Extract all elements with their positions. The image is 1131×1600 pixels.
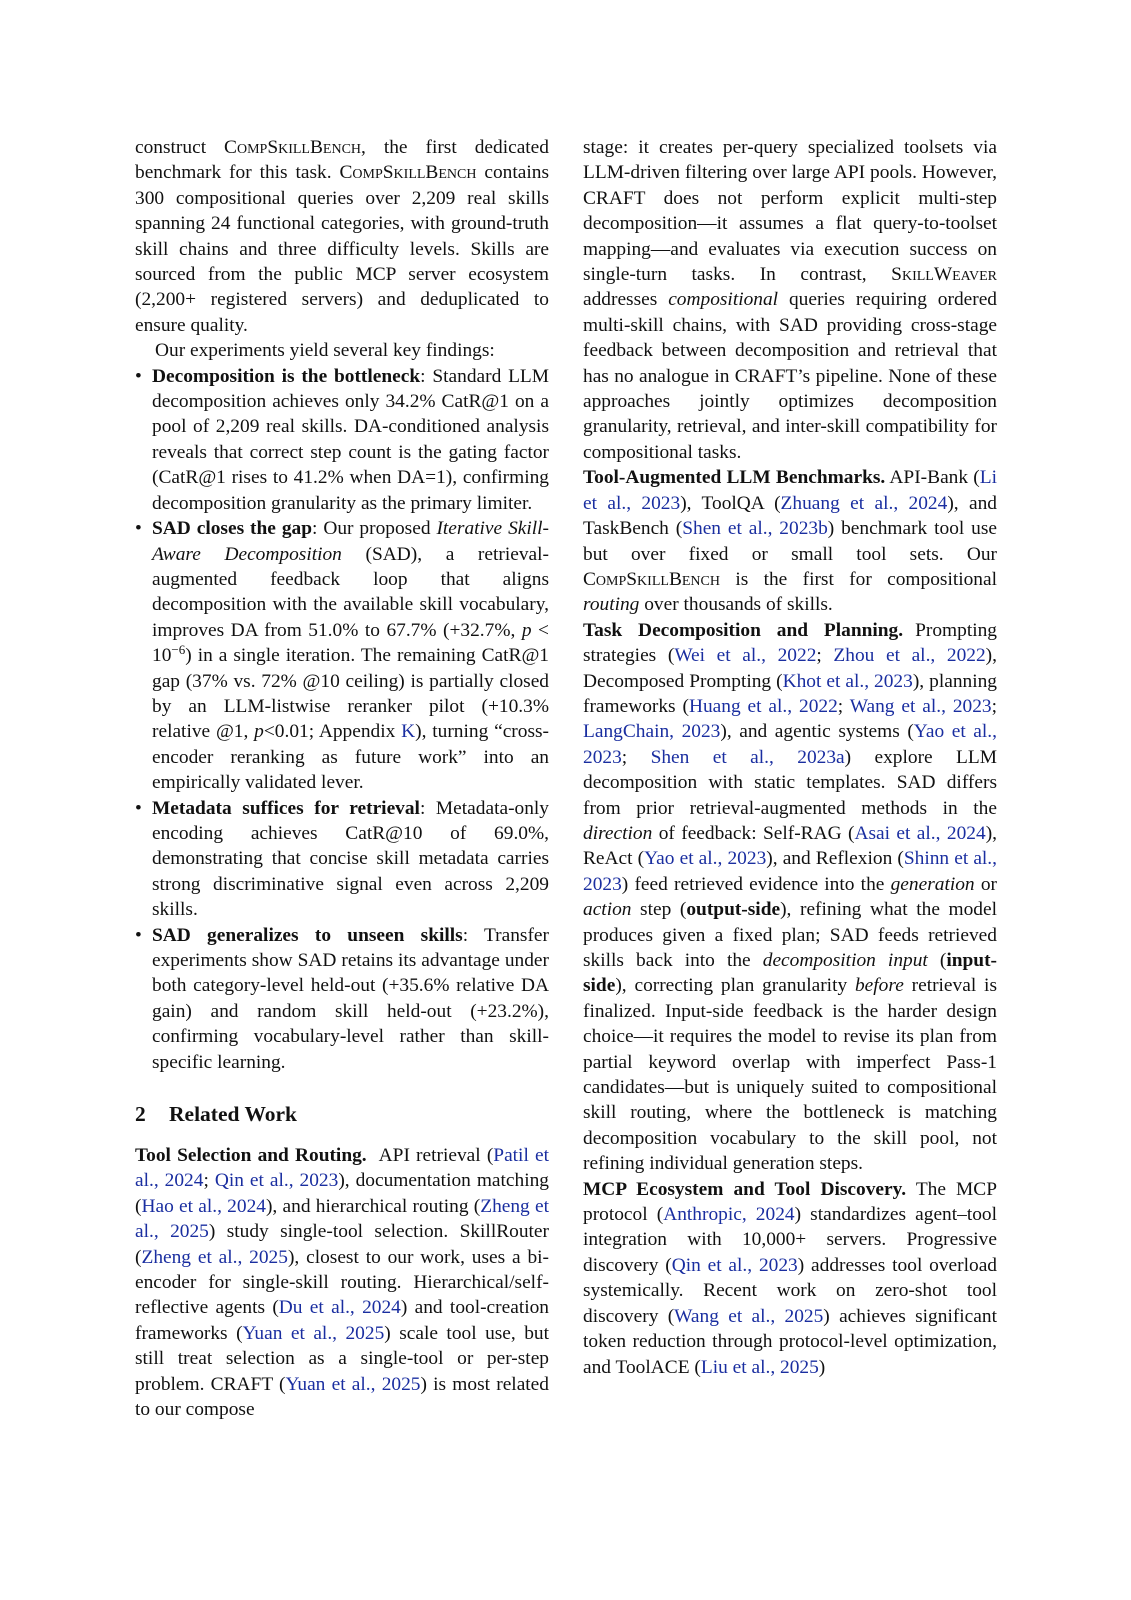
text: ) explore LLM decomposition with static templates. SAD differs from prior retrieval-augmented methods in the bbox=[583, 746, 997, 819]
finding-body: : Standard LLM decomposition achieves only 34.2% CatR@1 on a pool of 2,209 real skills. DA-conditioned analysis reveals that correct step count is the gating factor (CatR@1 rises to 41.2% when DA=1), confirming decomposition granularity as the primary limiter. bbox=[152, 365, 549, 514]
finding-item bbox=[135, 364, 549, 516]
finding-head: Decomposition is the bottleneck bbox=[152, 365, 421, 387]
text: ) bbox=[818, 1356, 826, 1378]
text: ), Decomposed Prompting ( bbox=[583, 645, 997, 692]
citation-link[interactable]: Shen et al., 2023a bbox=[650, 746, 845, 768]
citation-link[interactable]: Zheng et al., 2025 bbox=[135, 1195, 549, 1243]
text: ), ToolQA ( bbox=[680, 492, 781, 514]
finding-head: Metadata suffices for retrieval bbox=[152, 797, 420, 819]
method-name: Iterative Skill-Aware Decomposition bbox=[152, 518, 549, 565]
citation-link[interactable]: Wang et al., 2023 bbox=[849, 695, 992, 717]
intro-paragraph bbox=[135, 135, 549, 338]
citation-link[interactable]: Yuan et al., 2025 bbox=[242, 1322, 385, 1344]
text: ) benchmark tool use but over fixed or small tool sets. Our bbox=[583, 518, 998, 565]
emphasis: direction bbox=[583, 822, 653, 844]
citation-link[interactable]: Zhou et al., 2022 bbox=[833, 645, 986, 667]
benchmark-name: CompSkillBench bbox=[224, 137, 362, 158]
text: ), turning “cross-encoder reranking as future work” into an empirically validated lever. bbox=[152, 721, 550, 794]
text: ), planning frameworks ( bbox=[583, 670, 997, 717]
math-var: p bbox=[521, 619, 532, 641]
text: ) study single-tool selection. SkillRouter ( bbox=[135, 1221, 549, 1268]
text: (SAD), a retrieval-augmented feedback loop that aligns decomposition with the available skill vocabulary, improves DA from 51.0% to 67.7% (+32.7%, bbox=[152, 543, 549, 641]
strong-term: output-side bbox=[686, 899, 781, 921]
section-number: 2 bbox=[135, 1102, 146, 1127]
finding-item bbox=[135, 923, 549, 1075]
text: ), and hierarchical routing ( bbox=[265, 1195, 481, 1217]
bullet-icon: • bbox=[135, 797, 142, 819]
citation-link[interactable]: Li et al., 2023 bbox=[583, 467, 997, 514]
citation-link[interactable]: Wei et al., 2022 bbox=[674, 645, 817, 667]
text: queries requiring ordered multi-skill chains, with SAD providing cross-stage feedback between decomposition and retrieval that has no analogue in CRAFT’s pipeline. None of these approaches jointly optimizes decomposition granularity, retrieval, and inter-skill compatibility for compositional tasks. bbox=[583, 289, 997, 463]
citation-link[interactable]: Zheng et al., 2025 bbox=[141, 1246, 288, 1268]
benchmarks-paragraph bbox=[583, 465, 997, 617]
text: API-Bank ( bbox=[885, 467, 980, 489]
emphasis: compositional bbox=[668, 289, 779, 311]
finding-head: SAD closes the gap bbox=[152, 518, 313, 540]
section-title: Related Work bbox=[169, 1102, 298, 1127]
math-var: p bbox=[254, 721, 264, 743]
emphasis: routing bbox=[583, 594, 640, 616]
text: ) and tool-creation frameworks ( bbox=[135, 1297, 549, 1344]
citation-link[interactable]: Yao et al., 2023 bbox=[644, 848, 767, 870]
text: ), closest to our work, uses a bi-encoder for single-skill routing. Hierarchical/self-reflective agents ( bbox=[135, 1246, 549, 1319]
citation-link[interactable]: Shinn et al., 2023 bbox=[583, 848, 998, 895]
citation-link[interactable]: Yao et al., 2023 bbox=[583, 721, 997, 768]
citation-link[interactable]: LangChain, 2023 bbox=[583, 721, 721, 743]
text: stage: it creates per-query specialized toolsets via LLM-driven filtering over large API pools. However, CRAFT does not perform explicit multi-step decomposition—it assumes a flat query-to-toolset mapping—and evaluates via execution success on single-turn tasks. In contrast, bbox=[583, 137, 997, 286]
citation-link[interactable]: Patil et al., 2024 bbox=[135, 1145, 549, 1192]
text: ( bbox=[927, 950, 947, 971]
text: or bbox=[974, 873, 997, 895]
tool-selection-paragraph bbox=[135, 1143, 549, 1422]
emphasis: before bbox=[854, 975, 904, 997]
text: API retrieval ( bbox=[378, 1145, 494, 1167]
appendix-link[interactable]: K bbox=[401, 721, 416, 743]
bullet-icon: • bbox=[135, 924, 142, 946]
text: ) is most related to our compose bbox=[135, 1373, 549, 1421]
text: retrieval is finalized. Input-side feedback is the harder design choice—it requires the model to revise its plan from partial keyword overlap with imperfect Pass-1 candidates—but is uniquely suited to compositional skill routing, where the bottleneck is matching decomposition vocabulary to the skill pool, not refining individual generation steps. bbox=[583, 975, 997, 1175]
text: ), refining what the model produces given a fixed plan; SAD feeds retrieved skills back into the bbox=[583, 899, 997, 971]
text: ), ReAct ( bbox=[583, 822, 997, 870]
right-column bbox=[583, 135, 997, 1380]
text: Prompting strategies ( bbox=[583, 619, 997, 667]
text: ) achieves significant token reduction through protocol-level optimization, and ToolACE ( bbox=[583, 1305, 997, 1378]
bullet-icon: • bbox=[135, 365, 142, 387]
citation-link[interactable]: Shen et al., 2023b bbox=[682, 518, 828, 540]
citation-link[interactable]: Huang et al., 2022 bbox=[688, 695, 838, 717]
citation-link[interactable]: Hao et al., 2024 bbox=[141, 1195, 266, 1217]
system-name: SkillWeaver bbox=[891, 264, 997, 286]
findings-list bbox=[135, 364, 549, 1075]
finding-body: : Metadata-only encoding achieves CatR@10 of 69.0%, demonstrating that concise skill metadata carries strong discriminative signal even across 2,209 skills. bbox=[152, 797, 549, 921]
finding-body: : Transfer experiments show SAD retains its advantage under both category-level held-out (+35.6% relative DA gain) and random skill held-out (+23.2%), confirming vocabulary-level rather than skill-specific learning. bbox=[152, 924, 549, 1073]
emphasis: decomposition input bbox=[762, 950, 928, 971]
text: ), and TaskBench ( bbox=[583, 492, 997, 540]
left-column bbox=[135, 135, 549, 1423]
findings-lead: Our experiments yield several key findings: bbox=[155, 340, 495, 362]
text: The MCP protocol ( bbox=[583, 1178, 998, 1226]
citation-link[interactable]: Du et al., 2024 bbox=[278, 1297, 401, 1319]
mcp-paragraph bbox=[583, 1177, 997, 1380]
citation-link[interactable]: Yuan et al., 2025 bbox=[285, 1373, 421, 1395]
citation-link[interactable]: Anthropic, 2024 bbox=[663, 1204, 795, 1226]
text: is the first for compositional bbox=[719, 568, 997, 590]
text: < 10 bbox=[152, 619, 549, 667]
text: over thousands of skills. bbox=[639, 594, 833, 616]
paragraph-head: Tool-Augmented LLM Benchmarks. bbox=[583, 467, 886, 489]
finding-head: SAD generalizes to unseen skills bbox=[152, 924, 463, 946]
text: ), documentation matching ( bbox=[135, 1170, 549, 1217]
text: contains 300 compositional queries over 2,209 real skills spanning 24 functional categories, with ground-truth skill chains and three difficulty levels. Skills are sourced from the public MCP server ecosystem (2,200+ registered servers) and deduplicated to ensure quality. bbox=[135, 162, 549, 336]
section-heading bbox=[135, 1101, 549, 1127]
citation-link[interactable]: Zhuang et al., 2024 bbox=[780, 492, 948, 514]
text: ) in a single iteration. The remaining CatR@1 gap (37% vs. 72% @10 ceiling) is partially closed by an LLM-listwise reranker pilot (+10.3% relative @1, bbox=[152, 645, 549, 743]
text: of feedback: Self-RAG ( bbox=[652, 822, 855, 844]
emphasis: generation bbox=[890, 873, 975, 895]
text: ) feed retrieved evidence into the bbox=[621, 873, 891, 895]
text: <0.01; Appendix bbox=[263, 721, 402, 743]
text: step ( bbox=[631, 899, 687, 921]
text: ; bbox=[816, 645, 834, 667]
paragraph-head: Task Decomposition and Planning. bbox=[583, 619, 904, 641]
paragraph-head: MCP Ecosystem and Tool Discovery. bbox=[583, 1178, 907, 1200]
decomposition-paragraph bbox=[583, 618, 997, 1177]
text: , the first dedicated benchmark for this task. bbox=[135, 137, 549, 184]
benchmark-name: CompSkillBench bbox=[339, 162, 477, 184]
math-exponent: −6 bbox=[171, 642, 186, 658]
text: ), and Reflexion ( bbox=[766, 848, 904, 870]
citation-link[interactable]: Qin et al., 2023 bbox=[214, 1170, 339, 1192]
citation-link[interactable]: Khot et al., 2023 bbox=[782, 670, 913, 692]
strong-term: input-side bbox=[583, 950, 997, 997]
citation-link[interactable]: Wang et al., 2025 bbox=[674, 1305, 824, 1327]
text: ; bbox=[991, 695, 998, 717]
bullet-icon: • bbox=[135, 518, 142, 540]
text: ), correcting plan granularity bbox=[615, 975, 855, 997]
emphasis: action bbox=[583, 899, 632, 921]
craft-paragraph bbox=[583, 135, 997, 465]
text: ; bbox=[621, 746, 651, 768]
text: ), and agentic systems ( bbox=[720, 721, 914, 743]
citation-link[interactable]: Qin et al., 2023 bbox=[671, 1254, 798, 1276]
text: construct bbox=[135, 137, 225, 158]
finding-item bbox=[135, 796, 549, 923]
text: ) addresses tool overload systemically. Recent work on zero-shot tool discovery ( bbox=[583, 1254, 997, 1327]
text: : Our proposed bbox=[312, 518, 437, 540]
text: ) standardizes agent–tool integration with 10,000+ servers. Progressive discovery ( bbox=[583, 1204, 997, 1276]
text: ; bbox=[203, 1170, 215, 1192]
citation-link[interactable]: Asai et al., 2024 bbox=[854, 822, 986, 844]
text: ; bbox=[837, 695, 850, 717]
text: ) scale tool use, but still treat selection as a single-tool or per-step problem. CRAFT ( bbox=[135, 1322, 550, 1395]
text: addresses bbox=[583, 289, 669, 311]
paragraph-head: Tool Selection and Routing. bbox=[135, 1145, 367, 1167]
finding-item bbox=[135, 516, 549, 795]
citation-link[interactable]: Liu et al., 2025 bbox=[700, 1356, 819, 1378]
benchmark-name: CompSkillBench bbox=[583, 568, 720, 590]
